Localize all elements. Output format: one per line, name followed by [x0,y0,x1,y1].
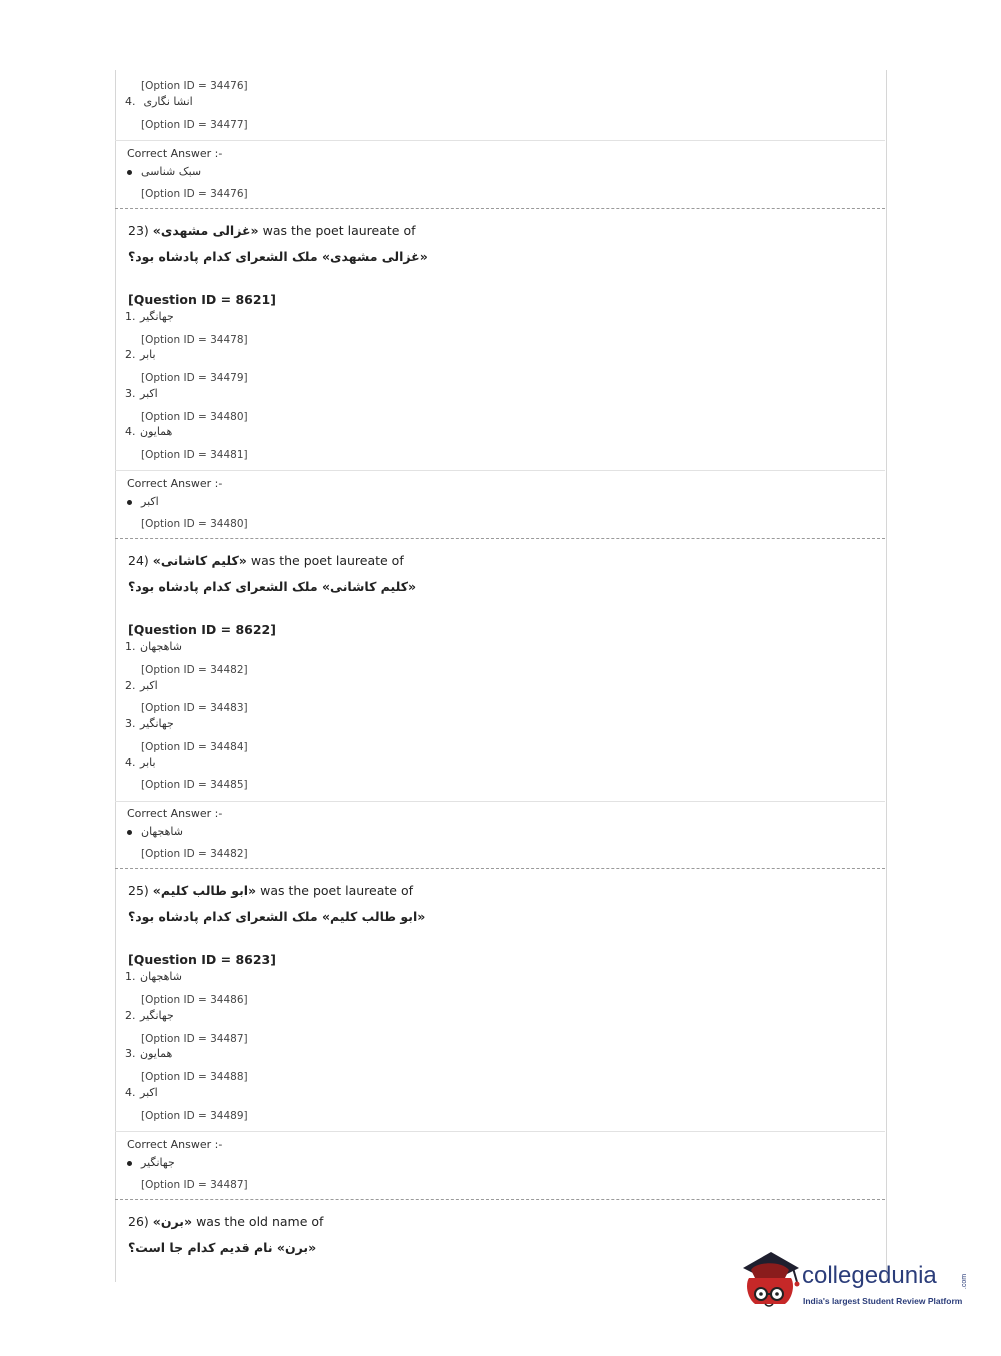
correct-answer-row [127,1156,175,1169]
question-english: was the poet laureate of [262,223,416,238]
option-row [125,756,156,769]
correct-answer-text: جهانگیر [141,1156,175,1169]
option-id: [Option ID = 34479] [141,372,248,384]
correct-answer-row [127,825,183,838]
question-number: 23) [128,223,149,238]
question-line [128,883,413,898]
question-number: 25) [128,883,149,898]
bullet-icon [127,500,132,505]
option-row [125,425,172,438]
option-text: جهانگیر [140,1009,174,1022]
question-separator [115,208,885,209]
option-text: همایون [140,425,173,438]
option-text: انشا نگاری [143,95,193,108]
option-number: 2. [125,1009,136,1022]
bullet-icon [127,170,132,175]
logo-tagline: India's largest Student Review Platform [803,1296,963,1306]
question-separator [115,538,885,539]
question-urdu: «برن» نام قدیم کدام جا است؟ [128,1240,317,1255]
question-number: 26) [128,1214,149,1229]
option-number: 4. [125,1086,136,1099]
correct-answer-label: Correct Answer :- [127,1138,223,1151]
bullet-icon [127,1161,132,1166]
option-number: 3. [125,1047,136,1060]
correct-answer-label: Correct Answer :- [127,477,223,490]
option-number: 4. [125,756,136,769]
option-id: [Option ID = 34481] [141,449,248,461]
option-text: اکبر [140,387,158,400]
option-number: 1. [125,970,136,983]
option-row [125,640,182,653]
option-id: [Option ID = 34476] [141,80,248,92]
question-english: was the poet laureate of [250,553,404,568]
option-id: [Option ID = 34477] [141,119,248,131]
option-number: 3. [125,717,136,730]
option-text: بابر [140,756,156,769]
question-line [128,1214,323,1229]
option-id: [Option ID = 34486] [141,994,248,1006]
option-text: جهانگیر [140,717,174,730]
question-urdu-name: «کلیم کاشانی» [152,553,247,568]
correct-answer-text: اکبر [141,495,159,508]
correct-answer-label: Correct Answer :- [127,147,223,160]
question-id: [Question ID = 8622] [128,622,276,637]
logo-wordmark: collegedunia [802,1262,937,1289]
divider [115,801,885,802]
option-row [125,95,193,108]
divider [115,470,885,471]
option-number: 2. [125,679,136,692]
correct-answer-id: [Option ID = 34480] [141,518,248,530]
option-row [125,387,158,400]
question-urdu: «کلیم کاشانی» ملک الشعرای کدام پادشاه بود؟ [128,579,417,594]
question-id: [Question ID = 8621] [128,292,276,307]
option-row [125,1047,172,1060]
logo-com: .com [961,1273,969,1290]
question-urdu: «ابو طالب کلیم» ملک الشعرای کدام پادشاه بود؟ [128,909,426,924]
question-line [128,223,416,238]
option-number: 1. [125,640,136,653]
divider [115,140,885,141]
question-separator [115,1199,885,1200]
bullet-icon [127,830,132,835]
option-id: [Option ID = 34482] [141,664,248,676]
divider [115,1131,885,1132]
correct-answer-text: شاهجهان [141,825,183,838]
option-number: 4. [125,425,136,438]
question-urdu-name: «ابو طالب کلیم» [152,883,257,898]
option-number: 1. [125,310,136,323]
option-id: [Option ID = 34480] [141,411,248,423]
option-row [125,1086,158,1099]
option-text: همایون [140,1047,173,1060]
correct-answer-text: سبک شناسی [141,165,202,178]
option-row [125,717,174,730]
option-id: [Option ID = 34487] [141,1033,248,1045]
correct-answer-id: [Option ID = 34476] [141,188,248,200]
question-number: 24) [128,553,149,568]
mascot-icon [741,1248,803,1318]
option-id: [Option ID = 34485] [141,779,248,791]
question-english: was the old name of [196,1214,324,1229]
question-urdu-name: «برن» [152,1214,193,1229]
collegedunia-logo[interactable] [741,1248,971,1318]
option-id: [Option ID = 34478] [141,334,248,346]
correct-answer-row [127,165,201,178]
option-row [125,348,156,361]
option-number: 4. [125,95,136,108]
option-id: [Option ID = 34489] [141,1110,248,1122]
question-line [128,553,404,568]
question-english: was the poet laureate of [260,883,413,898]
option-text: اکبر [140,679,158,692]
option-text: شاهجهان [140,970,182,983]
option-text: شاهجهان [140,640,182,653]
option-id: [Option ID = 34488] [141,1071,248,1083]
correct-answer-id: [Option ID = 34487] [141,1179,248,1191]
option-text: اکبر [140,1086,158,1099]
question-id: [Question ID = 8623] [128,952,276,967]
option-row [125,970,182,983]
option-id: [Option ID = 34484] [141,741,248,753]
option-id: [Option ID = 34483] [141,702,248,714]
option-number: 3. [125,387,136,400]
question-urdu: «غزالی مشهدی» ملک الشعرای کدام پادشاه بود؟ [128,249,428,264]
option-row [125,310,174,323]
option-text: جهانگیر [140,310,174,323]
option-text: بابر [140,348,156,361]
correct-answer-label: Correct Answer :- [127,807,223,820]
question-separator [115,868,885,869]
question-urdu-name: «غزالی مشهدی» [152,223,259,238]
correct-answer-row [127,495,159,508]
option-number: 2. [125,348,136,361]
option-row [125,679,158,692]
correct-answer-id: [Option ID = 34482] [141,848,248,860]
option-row [125,1009,174,1022]
